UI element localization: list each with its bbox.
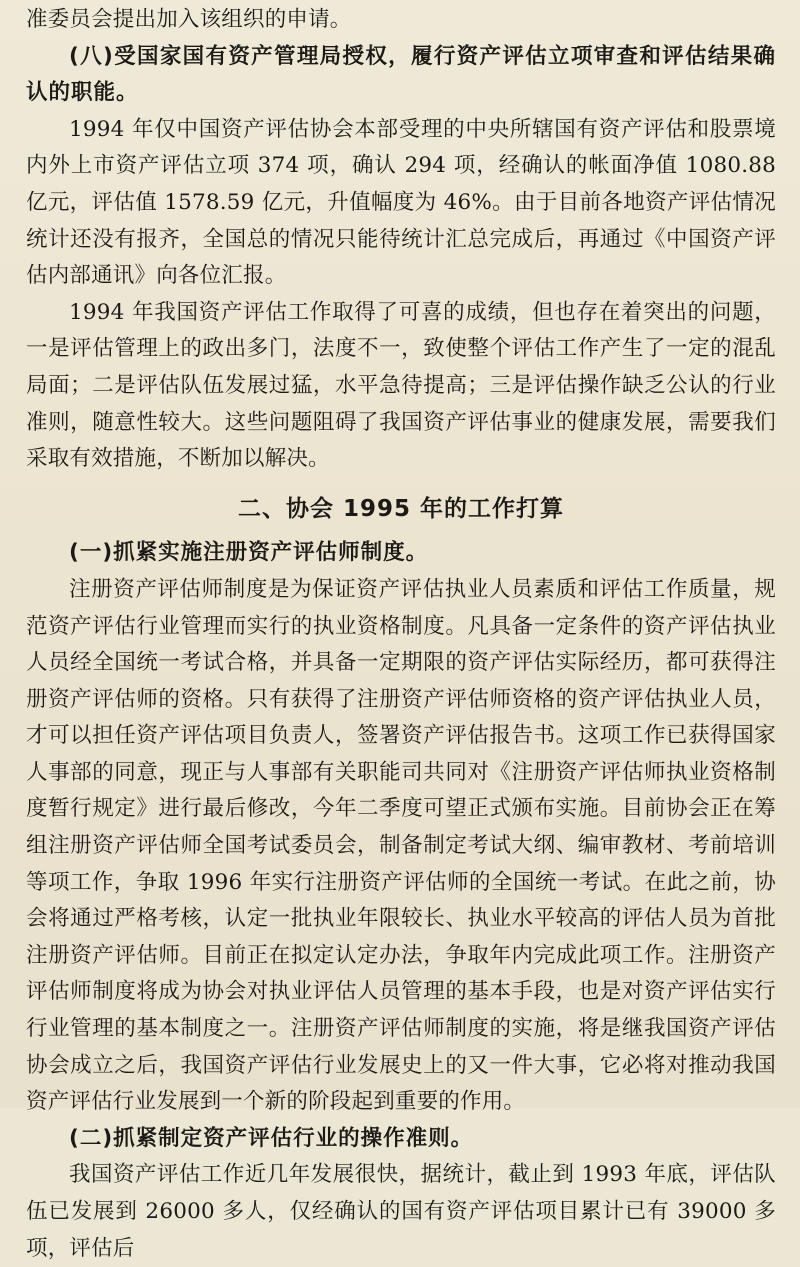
subheading-eight: (八)受国家国有资产管理局授权，履行资产评估立项审查和评估结果确认的职能。 — [26, 43, 776, 106]
paragraph-text: 注册资产评估师制度是为保证资产评估执业人员素质和评估工作质量，规范资产评估行业管理而实行的执业资格制度。凡具备一定条件的资产评估执业人员经全国统一考试合格，并具备一定期限的资产评估实际经历，都可获得注册资产评估师的资格。只有获得了注册资产评估师资格的资产评估执业人员，才可以担任资产评估项目负责人，签署资产评估报告书。这项工作已获得国家人事部的同意，现正与人事部有关职能司共同对《注册资产评估师执业资格制度暂行规定》进行最后修改，今年二季度可望正式颁布实施。目前协会正在筹组注册资产评估师全国考试委员会，制备制定考试大纲、编审教材、考前培训等项工作，争取 1996 年实行注册资产评估师的全国统一考试。在此之前，协会将通过严格考核，认定一批执业年限较长、执业水平较高的评估人员为首批注册资产评估师。目前正在拟定认定办法，争取年内完成此项工作。注册资产评估师制度将成为协会对执业评估人员管理的基本手段，也是对资产评估实行行业管理的基本制度之一。注册资产评估师制度的实施，将是继我国资产评估协会成立之后，我国资产评估行业发展史上的又一件大事，它必将对推动我国资产评估行业发展到一个新的阶段起到重要的作用。 — [26, 576, 776, 1115]
paragraph-text: 1994 年仅中国资产评估协会本部受理的中央所辖国有资产评估和股票境内外上市资产评估立项 374 项，确认 294 项，经确认的帐面净值 1080.88 亿元，评估值 1578.59 亿元，升值幅度为 46%。由于目前各地资产评估情况统计还没有报齐，全国总的情况只能待统计汇总完成后，再通过《中国资产评估内部通讯》向各位汇报。 — [26, 116, 776, 289]
paragraph-text: 我国资产评估工作近几年发展很快，据统计，截止到 1993 年底，评估队伍已发展到 26000 多人，仅经确认的国有资产评估项目累计已有 39000 多项，评估后 — [26, 1162, 776, 1261]
section-heading: 二、协会 1995 年的工作打算 — [237, 495, 565, 522]
subheading-two: (二)抓紧制定资产评估行业的操作准则。 — [69, 1125, 474, 1151]
paragraph-text: 准委员会提出加入该组织的申请。 — [26, 7, 352, 32]
paragraph-text: 1994 年我国资产评估工作取得了可喜的成绩，但也存在着突出的问题，一是评估管理上的政出多门，法度不一，致使整个评估工作产生了一定的混乱局面；二是评估队伍发展过猛，水平急待提高；三是评估操作缺乏公认的行业准则，随意性较大。这些问题阻碍了我国资产评估事业的健康发展，需要我们采取有效措施，不断加以解决。 — [26, 299, 776, 472]
document-body — [26, 2, 776, 1267]
subheading-one: (一)抓紧实施注册资产评估师制度。 — [69, 540, 429, 566]
